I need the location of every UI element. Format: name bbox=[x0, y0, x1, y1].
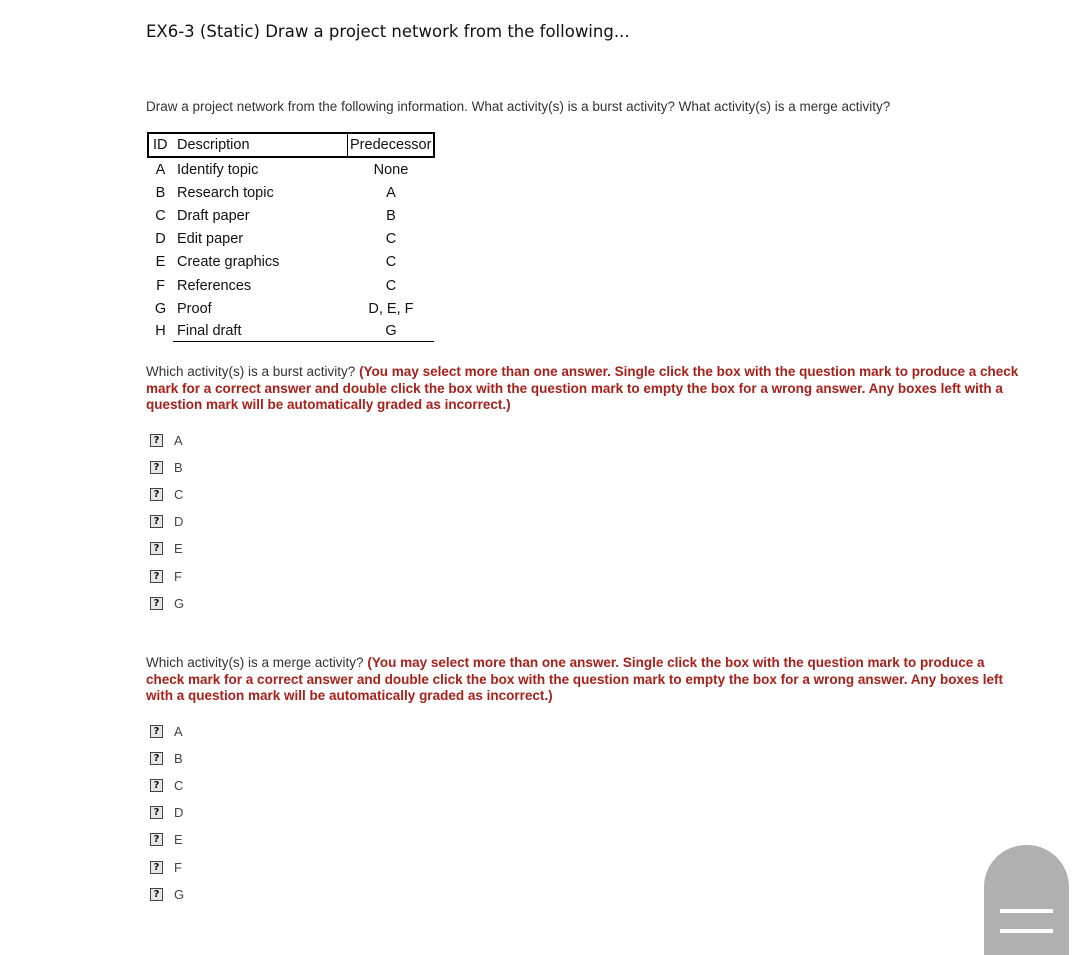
activity-predecessor: B bbox=[386, 207, 396, 224]
activity-description: References bbox=[177, 277, 252, 294]
activity-predecessor: D, E, F bbox=[368, 300, 414, 317]
activity-predecessor: G bbox=[348, 320, 435, 342]
burst-option-d bbox=[150, 514, 183, 530]
activity-description: Edit paper bbox=[177, 231, 244, 248]
burst-option-c bbox=[150, 486, 183, 502]
activity-id: A bbox=[155, 161, 166, 178]
merge-option-b bbox=[150, 750, 183, 766]
option-label: B bbox=[174, 459, 183, 475]
burst-question bbox=[146, 364, 1026, 414]
table-row bbox=[148, 320, 434, 342]
burst-option-b bbox=[150, 459, 183, 475]
activity-description: Identify topic bbox=[177, 161, 259, 178]
option-label: F bbox=[174, 568, 182, 584]
option-label: D bbox=[174, 805, 184, 821]
question-mark-checkbox[interactable]: ? bbox=[150, 725, 163, 738]
activity-id: C bbox=[155, 207, 166, 224]
activity-predecessor: C bbox=[385, 277, 397, 294]
table-row bbox=[148, 157, 434, 181]
page-title: EX6-3 (Static) Draw a project network from the following... bbox=[146, 22, 630, 41]
activity-predecessor: C bbox=[385, 231, 397, 248]
option-label: A bbox=[174, 432, 183, 448]
scroll-menu-button[interactable] bbox=[984, 845, 1069, 955]
activity-table bbox=[147, 132, 435, 342]
table-row bbox=[148, 297, 434, 320]
activity-description: Final draft bbox=[173, 320, 348, 342]
table-row bbox=[148, 228, 434, 251]
header-predecessor: Predecessor bbox=[348, 133, 435, 157]
burst-option-f bbox=[150, 568, 182, 584]
activity-description: Research topic bbox=[177, 184, 274, 201]
table-header-row bbox=[148, 133, 434, 157]
burst-question-instruction: (You may select more than one answer. Single click the box with the question mark to produce a check mark for a correct answer and double click the box with the question mark to empty the box for a wrong answer. Any boxes left with a question mark will be automatically graded as incorrect.) bbox=[146, 364, 1019, 412]
option-label: B bbox=[174, 750, 183, 766]
option-label: G bbox=[174, 595, 185, 611]
merge-option-d bbox=[150, 805, 183, 821]
question-mark-checkbox[interactable]: ? bbox=[150, 597, 163, 610]
activity-id: G bbox=[154, 300, 167, 317]
merge-option-c bbox=[150, 777, 183, 793]
activity-description: Draft paper bbox=[177, 207, 250, 224]
activity-predecessor: None bbox=[373, 161, 409, 178]
question-mark-checkbox[interactable]: ? bbox=[150, 888, 163, 901]
merge-option-e bbox=[150, 832, 183, 848]
activity-id: H bbox=[155, 323, 166, 340]
question-mark-checkbox[interactable]: ? bbox=[150, 806, 163, 819]
merge-option-a bbox=[150, 723, 183, 739]
header-description: Description bbox=[173, 133, 348, 157]
question-mark-checkbox[interactable]: ? bbox=[150, 488, 163, 501]
question-mark-checkbox[interactable]: ? bbox=[150, 779, 163, 792]
option-label: G bbox=[174, 886, 185, 902]
option-label: C bbox=[174, 777, 184, 793]
merge-question-instruction: (You may select more than one answer. Single click the box with the question mark to produce a check mark for a correct answer and double click the box with the question mark to empty the box for a wrong answer. Any boxes left with a question mark will be automatically graded as incorrect.) bbox=[146, 655, 1003, 703]
merge-question bbox=[146, 655, 1026, 705]
activity-id: E bbox=[155, 254, 166, 271]
activity-id: D bbox=[155, 231, 166, 248]
question-mark-checkbox[interactable]: ? bbox=[150, 861, 163, 874]
burst-option-g bbox=[150, 595, 184, 611]
question-mark-checkbox[interactable]: ? bbox=[150, 542, 163, 555]
merge-option-g bbox=[150, 886, 184, 902]
burst-question-text: Which activity(s) is a burst activity? bbox=[146, 364, 356, 379]
burst-option-a bbox=[150, 432, 183, 448]
option-label: E bbox=[174, 541, 183, 557]
table-row bbox=[148, 204, 434, 227]
activity-predecessor: C bbox=[385, 254, 397, 271]
merge-option-f bbox=[150, 859, 182, 875]
activity-description: Proof bbox=[177, 300, 212, 317]
activity-id: F bbox=[156, 277, 165, 294]
question-mark-checkbox[interactable]: ? bbox=[150, 752, 163, 765]
table-row bbox=[148, 251, 434, 274]
activity-predecessor: A bbox=[386, 184, 396, 201]
question-mark-checkbox[interactable]: ? bbox=[150, 570, 163, 583]
activity-id: B bbox=[155, 184, 166, 201]
question-mark-checkbox[interactable]: ? bbox=[150, 434, 163, 447]
burst-option-e bbox=[150, 541, 183, 557]
activity-description: Create graphics bbox=[177, 254, 280, 271]
question-mark-checkbox[interactable]: ? bbox=[150, 833, 163, 846]
question-mark-checkbox[interactable]: ? bbox=[150, 461, 163, 474]
question-intro: Draw a project network from the following information. What activity(s) is a burst activity? What activity(s) is a merge activity? bbox=[146, 99, 891, 114]
header-id: ID bbox=[148, 133, 173, 157]
table-row bbox=[148, 181, 434, 204]
question-mark-checkbox[interactable]: ? bbox=[150, 515, 163, 528]
option-label: F bbox=[174, 859, 182, 875]
option-label: D bbox=[174, 514, 184, 530]
option-label: A bbox=[174, 723, 183, 739]
merge-question-text: Which activity(s) is a merge activity? bbox=[146, 655, 364, 670]
option-label: E bbox=[174, 832, 183, 848]
option-label: C bbox=[174, 486, 184, 502]
table-row bbox=[148, 274, 434, 297]
